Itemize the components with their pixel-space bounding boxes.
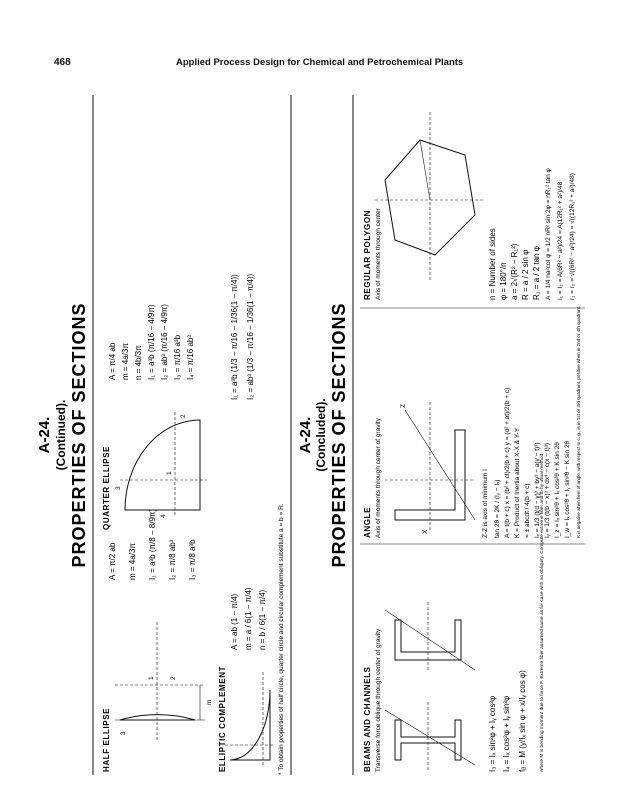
svg-text:2: 2 [180, 414, 187, 418]
beams-formula: fᵦ = M (y/Iₓ sin φ + x/Iᵧ cos φ) [518, 670, 527, 772]
polygon-formula: φ = 180°/n [499, 262, 508, 300]
quarter-ellipse-formula: I₃ = π/16 a³b [173, 334, 182, 380]
beams-formula: I₄ = Iₓ cos²φ + Iᵧ sin²φ [502, 695, 511, 772]
angle-note: Z-Z is axis of minimum I [482, 469, 489, 538]
angle-formula: Iₓ = 1/3 (t(d − y)³ + by³ − a(y − t)³) [534, 442, 541, 538]
elliptic-complement-formula: I₁ = a³b (1/3 − π/16 − 1/36(1 − π/4)) [230, 274, 239, 400]
angle-formula: Iᵧ = 1/3 (t(b − x)³ + dx³ − c(x − t)³) [544, 442, 551, 538]
left-table-status: (Continued). [54, 399, 68, 471]
half-ellipse-formula: I₁ = a³b (π/8 − 8/9π) [148, 508, 157, 580]
beams-caption: Transverse force oblique through center of gravity [375, 628, 382, 772]
quarter-ellipse-formula: I₂ = ab³ (π/16 − 4/9π) [160, 304, 169, 380]
polygon-formula: R = a / 2 sin φ [521, 249, 530, 300]
book-title: Applied Process Design for Chemical and Petrochemical Plants [176, 57, 464, 68]
angle-formula: I_w = Iₓ cos²θ + Iᵧ sin²θ − K sin 2θ [564, 440, 571, 538]
polygon-label: REGULAR POLYGON [363, 209, 372, 300]
right-table-status: (Concluded). [314, 398, 328, 472]
beams-label: BEAMS AND CHANNELS [363, 666, 372, 772]
half-ellipse-formula: I₃ = π/8 a³b [188, 539, 197, 580]
elliptic-complement-formula: I₂ = ab³ (1/3 − π/16 − 1/36(1 − π/4)) [246, 273, 255, 400]
elliptic-complement-formula: n = b / 6(1 − π/4) [258, 589, 267, 650]
quarter-ellipse-diagram [115, 410, 207, 518]
angle-label: ANGLE [363, 507, 372, 538]
angle-section-diagram [385, 400, 475, 534]
angle-caption: Axis of moments through center of gravity [375, 418, 382, 538]
polygon-formula: n = Number of sides [488, 228, 497, 300]
half-ellipse-formula: A = π/2 ab [108, 542, 117, 580]
svg-text:m: m [206, 699, 213, 705]
svg-text:1: 1 [148, 676, 155, 680]
rotated-table-page [25, 90, 590, 780]
polygon-caption: Axis of moments through center [375, 208, 382, 300]
half-ellipse-formula: I₂ = π/8 ab³ [168, 539, 177, 580]
elliptic-complement-diagram [225, 670, 275, 765]
elliptic-complement-formula: m = a / 6(1 − π/4) [244, 587, 253, 650]
beams-channels-diagram [385, 600, 475, 770]
svg-text:X: X [422, 529, 429, 534]
quarter-ellipse-formula: I₄ = π/16 ab³ [186, 334, 195, 380]
regular-polygon-diagram [375, 110, 485, 280]
right-title: PROPERTIES OF SECTIONS [329, 302, 349, 568]
elliptic-complement-label: ELLIPTIC COMPLEMENT [218, 665, 227, 772]
quarter-ellipse-formula: m = 4a/3π [121, 343, 130, 380]
table-drawing [25, 90, 590, 780]
svg-text:3: 3 [115, 486, 122, 490]
left-table-id: A-24. [36, 416, 53, 454]
left-title: PROPERTIES OF SECTIONS [69, 302, 89, 568]
quarter-ellipse-formula: n = 4b/3π [134, 345, 143, 380]
svg-text:2: 2 [170, 676, 177, 680]
beams-formula: where M is bending moment due to force F. Extreme fiber assumed same as for case with no obliquity. Compute extreme fiber and fb by usual method. [540, 452, 545, 772]
polygon-formula: a = 2√(R² − R₁²) [510, 243, 519, 300]
page-number: 468 [54, 57, 71, 68]
angle-formula: A = t(b + c) x = (b² + ct)/2(b + c) y = (d² + at)/2(b + c) [504, 387, 511, 538]
angle-formula: = ± abcdt / 4(b + c) [524, 483, 531, 538]
right-table-id: A-24. [297, 416, 314, 454]
footnote: * To obtain properties of half circle, quarter circle and circular complement substitute a = b = R. [278, 503, 285, 775]
polygon-formula: r₁ = r₂ = √((6R² − a²)/24) = √((12R₁² + a²)/48) [569, 173, 576, 300]
half-ellipse-label: HALF ELLIPSE [102, 707, 111, 772]
angle-formula: K = Product of Inertia about X-X & Y-Y [514, 427, 521, 538]
half-ellipse-formula: m = 4a/3π [128, 543, 137, 580]
angle-formula: tan 2θ = 2K / (Iᵧ − Iₓ) [494, 479, 501, 538]
quarter-ellipse-label-visible: QUARTER ELLIPSE [102, 445, 111, 530]
quarter-ellipse-formula: I₁ = a³b (π/16 − 4/9π) [147, 304, 156, 380]
svg-text:3: 3 [120, 731, 127, 735]
svg-text:Z: Z [400, 404, 407, 408]
quarter-ellipse-formula: A = π/4 ab [108, 342, 117, 380]
elliptic-complement-formula: A = ab (1 − π/4) [230, 593, 239, 650]
angle-formula: I_z = Iₓ sin²θ + Iᵧ cos²θ + K sin 2θ [554, 442, 561, 538]
beams-formula: I₃ = Iₓ sin²φ + Iᵧ cos²φ [488, 695, 497, 772]
polygon-formula: A = 1/4 na²cot φ = 1/2 nR² sin 2φ = nR₁² tan φ [545, 168, 552, 300]
polygon-formula: R₁ = a / 2 tan φ [532, 246, 541, 300]
polygon-formula: I₁ = I₂ = A(6R² − a²)/24 = A(12R₁² + a²)/48 [557, 181, 564, 300]
page-header [0, 57, 621, 73]
svg-text:1: 1 [166, 471, 173, 475]
angle-formula: K is negative when heel of angle, with respect to c. g., is in 1st or 3rd quadrant, positive when in 2nd or 4th quadrant. [576, 305, 581, 538]
svg-text:4: 4 [160, 514, 167, 518]
half-ellipse-diagram [115, 620, 213, 740]
